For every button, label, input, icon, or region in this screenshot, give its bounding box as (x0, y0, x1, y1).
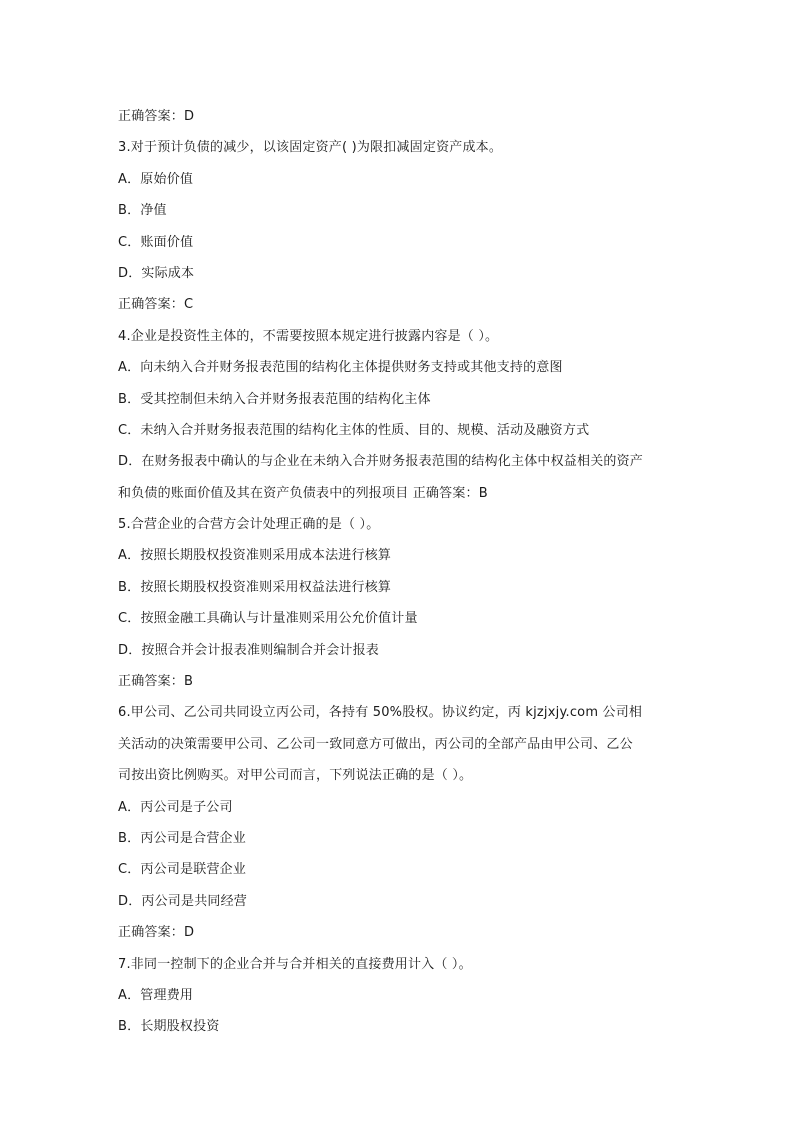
option-line: D．丙公司是共同经营 (118, 893, 248, 909)
option-line: A．向未纳入合并财务报表范围的结构化主体提供财务支持或其他支持的意图 (118, 360, 563, 376)
option-line: C．账面价值 (118, 234, 194, 250)
option-line: C．未纳入合并财务报表范围的结构化主体的性质、目的、规模、活动及融资方式 (118, 422, 590, 438)
option-line: A．按照长期股权投资准则采用成本法进行核算 (118, 548, 392, 564)
option-line: B．按照长期股权投资准则采用权益法进行核算 (118, 579, 392, 595)
document-body (118, 101, 678, 1043)
option-line: 和负债的账面价值及其在资产负债表中的列报项目 正确答案：B (118, 485, 488, 501)
option-line: B．丙公司是合营企业 (118, 830, 246, 846)
answer-line: 正确答案：B (118, 674, 194, 690)
question-line: 6.甲公司、乙公司共同设立丙公司，各持有 50%股权。协议约定，丙 kjzjxjy.com 公司相 (118, 705, 643, 721)
option-line: B．长期股权投资 (118, 1019, 220, 1035)
question-line: 5.合营企业的合营方会计处理正确的是（ ）。 (118, 517, 380, 533)
question-line: 7.非同一控制下的企业合并与合并相关的直接费用计入（ ）。 (118, 956, 472, 972)
option-line: C．丙公司是联营企业 (118, 862, 247, 878)
option-line: D．在财务报表中确认的与企业在未纳入合并财务报表范围的结构化主体中权益相关的资产 (118, 454, 644, 470)
option-line: B．受其控制但未纳入合并财务报表范围的结构化主体 (118, 391, 431, 407)
question-line: 关活动的决策需要甲公司、乙公司一致同意方可做出，丙公司的全部产品由甲公司、乙公 (118, 736, 633, 752)
answer-line: 正确答案：C (118, 297, 194, 313)
option-line: C．按照金融工具确认与计量准则采用公允价值计量 (118, 611, 418, 627)
answer-line: 正确答案：D (118, 109, 195, 124)
answer-line: 正确答案：D (118, 925, 195, 941)
option-line: B．净值 (118, 203, 167, 219)
option-line: D．实际成本 (118, 265, 195, 281)
option-line: D．按照合并会计报表准则编制合并会计报表 (118, 642, 380, 658)
question-line: 4.企业是投资性主体的，不需要按照本规定进行披露内容是（ ）。 (118, 328, 499, 344)
option-line: A．丙公司是子公司 (118, 799, 233, 815)
question-line: 司按出资比例购买。对甲公司而言，下列说法正确的是（ ）。 (118, 768, 473, 784)
option-line: A．管理费用 (118, 987, 194, 1003)
question-line: 3.对于预计负债的减少，以该固定资产( )为限扣减固定资产成本。 (118, 140, 503, 156)
option-line: A．原始价值 (118, 171, 194, 187)
